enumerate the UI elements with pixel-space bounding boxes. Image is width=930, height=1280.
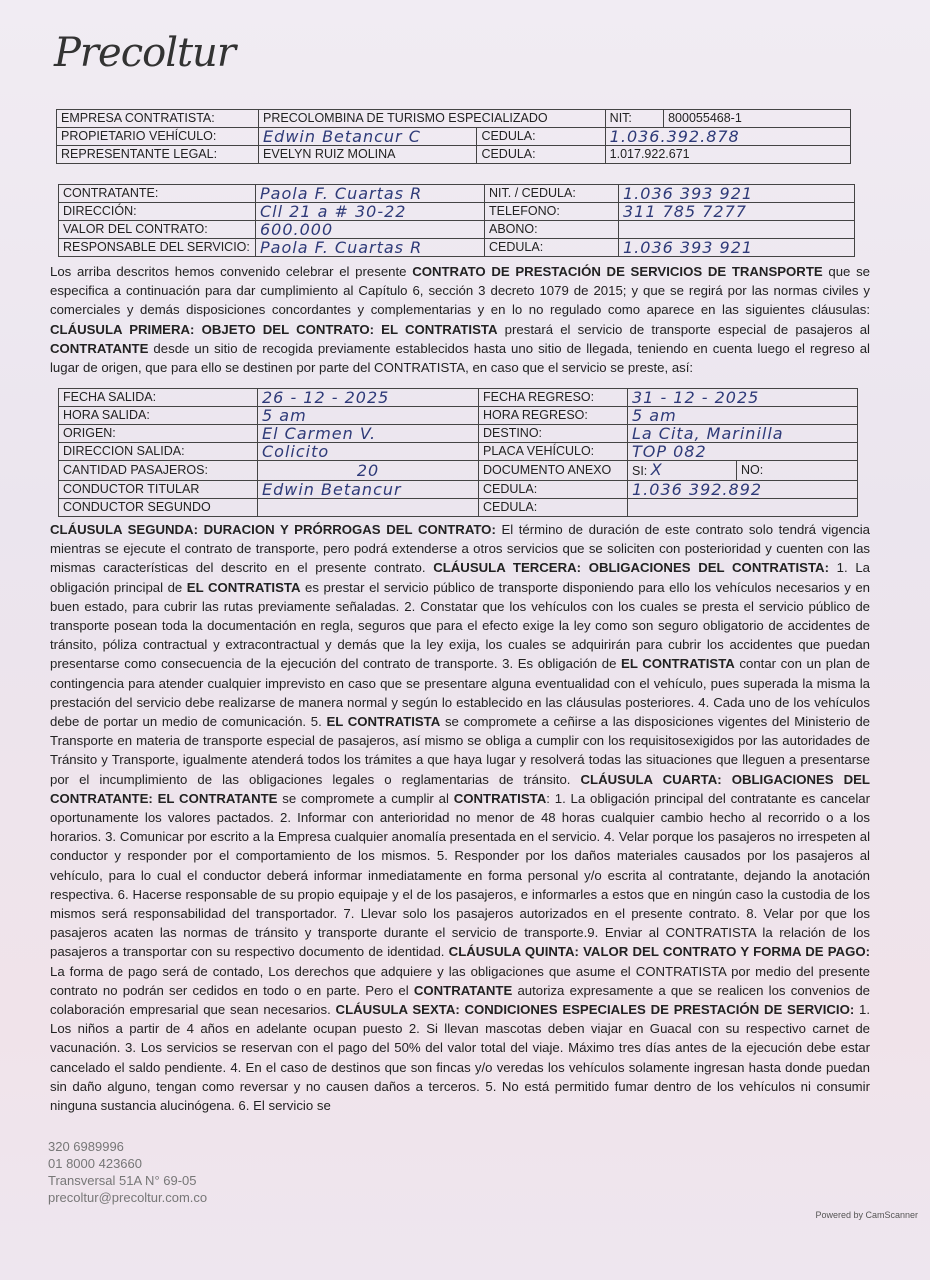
representante-label: REPRESENTANTE LEGAL: <box>57 146 259 164</box>
responsable-label: RESPONSABLE DEL SERVICIO: <box>59 239 256 257</box>
company-logo: Precoltur <box>54 30 235 76</box>
hora-regreso-label: HORA REGRESO: <box>479 407 628 425</box>
conductor2-label: CONDUCTOR SEGUNDO <box>59 499 258 517</box>
empresa-value: PRECOLOMBINA DE TURISMO ESPECIALIZADO <box>259 110 606 128</box>
cedula-value: 1.036 393 921 <box>619 239 855 257</box>
clausula1-text2: desde un sitio de recogida previamente establecidos hasta uno sitio de llegada, teniendo en cuenta luego el regreso al lugar de origen, que para ello se destinen por parte del CONTRATISTA, en caso que el servicio se preste, así: <box>50 340 870 376</box>
clausula3-text4: se compromete a ceñirse a las disposiciones vigentes del Ministerio de Transporte en materia de transporte especial de pasajeros, así mismo se obliga a cumplir con los requisitosexigidos por las autoridades de Tránsito y Transporte, igualmente atenderá todos los trámites a que haya lugar y resolverá todas las situaciones que lleguen a presentarse por el incumplimiento de las obligaciones legales o reglamentarias de tránsito. <box>50 714 870 787</box>
propietario-value: Edwin Betancur C <box>259 128 477 146</box>
intro-bold: CONTRATO DE PRESTACIÓN DE SERVICIOS DE TRANSPORTE <box>412 264 823 279</box>
nit-cedula-label: NIT. / CEDULA: <box>485 185 619 203</box>
cedula2-value: 1.017.922.671 <box>605 146 850 164</box>
hora-salida-label: HORA SALIDA: <box>59 407 258 425</box>
clausula1-bold: CONTRATANTE <box>50 340 149 356</box>
intro-text2: que se especifica a continuación para dar cumplimiento al Capítulo 6, sección 3 decreto 1079 de 2015; y que se regirá por las normas civiles y comerciales y demás disposiciones concordantes y complementarias y en lo no regulado como aparece en las siguientes cláusulas: <box>50 264 870 318</box>
no-label: NO: <box>741 463 764 477</box>
si-value: X <box>650 460 663 479</box>
camscanner-watermark: Powered by CamScanner <box>815 1210 918 1220</box>
propietario-label: PROPIETARIO VEHÍCULO: <box>57 128 259 146</box>
footer-address: Transversal 51A N° 69-05 <box>48 1173 197 1188</box>
conductor-cedula-value: 1.036 392.892 <box>628 481 858 499</box>
contract-table <box>58 184 855 257</box>
direccion-salida-label: DIRECCION SALIDA: <box>59 443 258 461</box>
intro-text: Los arriba descritos hemos convenido celebrar el presente <box>50 264 413 279</box>
clausula1-text: prestará el servicio de transporte especial de pasajeros al <box>497 321 870 337</box>
nit-value: 800055468-1 <box>664 110 851 128</box>
placa-value: TOP 082 <box>628 443 858 461</box>
clausula3-text2: es prestar el servicio público de transporte disponiendo para ello los vehículos necesarios y en buen estado, para cubrir las rutas previamente señaladas. 2. Constatar que los vehículos con los cuales se presta el servicio público de transporte posean toda la documentación en regla, seguros que para el efecto exige la ley como son seguro obligatorio de accidentes de tránsito, póliza contractual y extracontractual y demás que la ley exija, los cuales se adquirirán para cubrir los accidentes que puedan presentarse como consecuencia de la ejecución del contrato de transporte. 3. Es obligación de <box>50 579 870 672</box>
direccion-value: Cll 21 a # 30-22 <box>256 203 485 221</box>
clausula1-title: CLÁUSULA PRIMERA: OBJETO DEL CONTRATO: EL CONTRATISTA <box>50 321 498 337</box>
footer-phone1: 320 6989996 <box>48 1139 124 1154</box>
fecha-regreso-label: FECHA REGRESO: <box>479 389 628 407</box>
contratista-word: CONTRATISTA <box>453 790 547 806</box>
nit-label: NIT: <box>605 110 663 128</box>
clausula3-text3: contar con un plan de contingencia para atender cualquier imprevisto en caso que se presentare alguna eventualidad con el vehículo, pues superada la misma la prestación del servicio debe realizarse de manera normal y según lo establecido en las cláusulas posteriores. 4. Cada uno de los vehículos debe de portar un medio de comunicación. 5. <box>50 656 870 730</box>
footer-email: precoltur@precoltur.com.co <box>48 1190 208 1205</box>
nit-cedula-value: 1.036 393 921 <box>619 185 855 203</box>
valor-value: 600.000 <box>256 221 485 239</box>
representante-value: EVELYN RUIZ MOLINA <box>259 146 477 164</box>
clauses-paragraph <box>50 520 870 1115</box>
fecha-salida-label: FECHA SALIDA: <box>59 389 258 407</box>
footer-phone2: 01 8000 423660 <box>48 1156 142 1171</box>
contratante-label: CONTRATANTE: <box>59 185 256 203</box>
contratante-value: Paola F. Cuartas R <box>256 185 485 203</box>
si-label: SI: <box>632 464 648 478</box>
telefono-value: 311 785 7277 <box>619 203 855 221</box>
cedula1-value: 1.036.392.878 <box>605 128 850 146</box>
origen-value: El Carmen V. <box>258 425 479 443</box>
company-table <box>56 109 851 164</box>
fecha-regreso-value: 31 - 12 - 2025 <box>628 389 858 407</box>
destino-value: La Cita, Marinilla <box>628 425 858 443</box>
direccion-label: DIRECCIÓN: <box>59 203 256 221</box>
origen-label: ORIGEN: <box>59 425 258 443</box>
cedula1-label: CEDULA: <box>477 128 605 146</box>
el-contratista-1: EL CONTRATISTA <box>186 579 301 595</box>
trip-table <box>58 388 858 517</box>
no-cell <box>737 461 858 481</box>
conductor2-cedula-value <box>628 499 858 517</box>
si-cell <box>628 461 737 481</box>
documento-label: DOCUMENTO ANEXO <box>479 461 628 481</box>
el-contratista-3: EL CONTRATISTA <box>326 714 441 730</box>
hora-salida-value: 5 am <box>258 407 479 425</box>
conductor-label: CONDUCTOR TITULAR <box>59 481 258 499</box>
cantidad-label: CANTIDAD PASAJEROS: <box>59 461 258 481</box>
clausula4-title: CLÁUSULA CUARTA: OBLIGACIONES DEL CONTRATANTE: EL CONTRATANTE <box>50 771 870 806</box>
cantidad-value: 20 <box>258 461 479 481</box>
placa-label: PLACA VEHÍCULO: <box>479 443 628 461</box>
clausula5-title: CLÁUSULA QUINTA: VALOR DEL CONTRATO Y FORMA DE PAGO: <box>448 944 870 960</box>
clausula4-text2: : 1. La obligación principal del contratante es cancelar oportunamente los valores pactados. 2. Informar con anterioridad no menor de 48 horas cualquier cambio hecho al recorrido o a los horarios. 3. Comunicar por escrito a la Empresa cualquier anomalía presentada en el servicio. 4. Velar porque los pasajeros no irrespeten al conductor y responder por el comportamiento de los mismos. 5. Responder por los daños materiales causados por los pasajeros al vehículo, para lo cual el conductor deberá informar inmediatamente en forma personal y/o escrita al contratante, dejando la anotación respectiva. 6. Hacerse responsable de su propio equipaje y el de los pasajeros, e informarles a estos que en ningún caso la custodia de los mismos será responsabilidad del transportador. 7. Llevar solo los pasajeros autorizados en el presente contrato. 8. Velar por que los pasajeros acaten las normas de tránsito y transporte durante el servicio de transporte.9. Enviar al CONTRATISTA la relación de los pasajeros a transportar con su respectivo documento de identidad. <box>50 790 870 960</box>
conductor-cedula-label: CEDULA: <box>479 481 628 499</box>
telefono-label: TELEFONO: <box>485 203 619 221</box>
el-contratista-2: EL CONTRATISTA <box>621 656 735 672</box>
abono-value <box>619 221 855 239</box>
hora-regreso-value: 5 am <box>628 407 858 425</box>
clausula6-text: 1. Los niños a partir de 4 años en adelante ocupan puesto 2. Si llevan mascotas deben viajar en Guacal con su respectivo carnet de vacunación. 3. Los servicios se reservan con el pago del 50% del valor total del viaje. Máximo tres días antes de la ejecución debe estar cancelado el saldo pendiente. 4. En el caso de destinos que son fincas y/o veredas los vehículos solamente ingresan hasta donde puedan sin daño alguno, tengan como reversar y no causen daños a terceros. 5. No está permitido fumar dentro de los vehículos ni consumir ninguna sustancia alucinógena. 6. El servicio se <box>50 1002 870 1114</box>
fecha-salida-value: 26 - 12 - 2025 <box>258 389 479 407</box>
conductor-value: Edwin Betancur <box>258 481 479 499</box>
destino-label: DESTINO: <box>479 425 628 443</box>
clausula2-title: CLÁUSULA SEGUNDA: DURACION Y PRÓRROGAS DEL CONTRATO: <box>50 522 496 537</box>
cedula-label: CEDULA: <box>485 239 619 257</box>
direccion-salida-value: Colicito <box>258 443 479 461</box>
contratante-word: CONTRATANTE <box>413 982 513 998</box>
cedula2-label: CEDULA: <box>477 146 605 164</box>
clausula5-text: La forma de pago será de contado, Los derechos que adquiere y las obligaciones que asume el CONTRATISTA por medio del presente contrato no podrán ser cedidos en todo o en parte. Pero el <box>50 963 870 998</box>
clausula5-text2: autoriza expresamente a que se realicen los convenios de colaboración empresarial que sean necesarios. <box>50 982 870 1018</box>
abono-label: ABONO: <box>485 221 619 239</box>
empresa-label: EMPRESA CONTRATISTA: <box>57 110 259 128</box>
clausula3-title: CLÁUSULA TERCERA: OBLIGACIONES DEL CONTRATISTA: <box>433 560 829 576</box>
intro-paragraph <box>50 262 870 377</box>
clausula2-text: El término de duración de este contrato solo tendrá vigencia mientras se ejecute el contrato de transporte, pero podrá extenderse a otros servicios que se soliciten con posterioridad y cuenten con las mismas características del descrito en el presente contrato. <box>50 522 870 576</box>
conductor2-cedula-label: CEDULA: <box>479 499 628 517</box>
clausula4-text: se compromete a cumplir al <box>277 790 454 806</box>
valor-label: VALOR DEL CONTRATO: <box>59 221 256 239</box>
clausula6-title: CLÁUSULA SEXTA: CONDICIONES ESPECIALES DE PRESTACIÓN DE SERVICIO: <box>335 1002 855 1018</box>
footer-contact <box>48 1138 207 1206</box>
clausula3-text: 1. La obligación principal de <box>50 560 871 595</box>
responsable-value: Paola F. Cuartas R <box>256 239 485 257</box>
conductor2-value <box>258 499 479 517</box>
